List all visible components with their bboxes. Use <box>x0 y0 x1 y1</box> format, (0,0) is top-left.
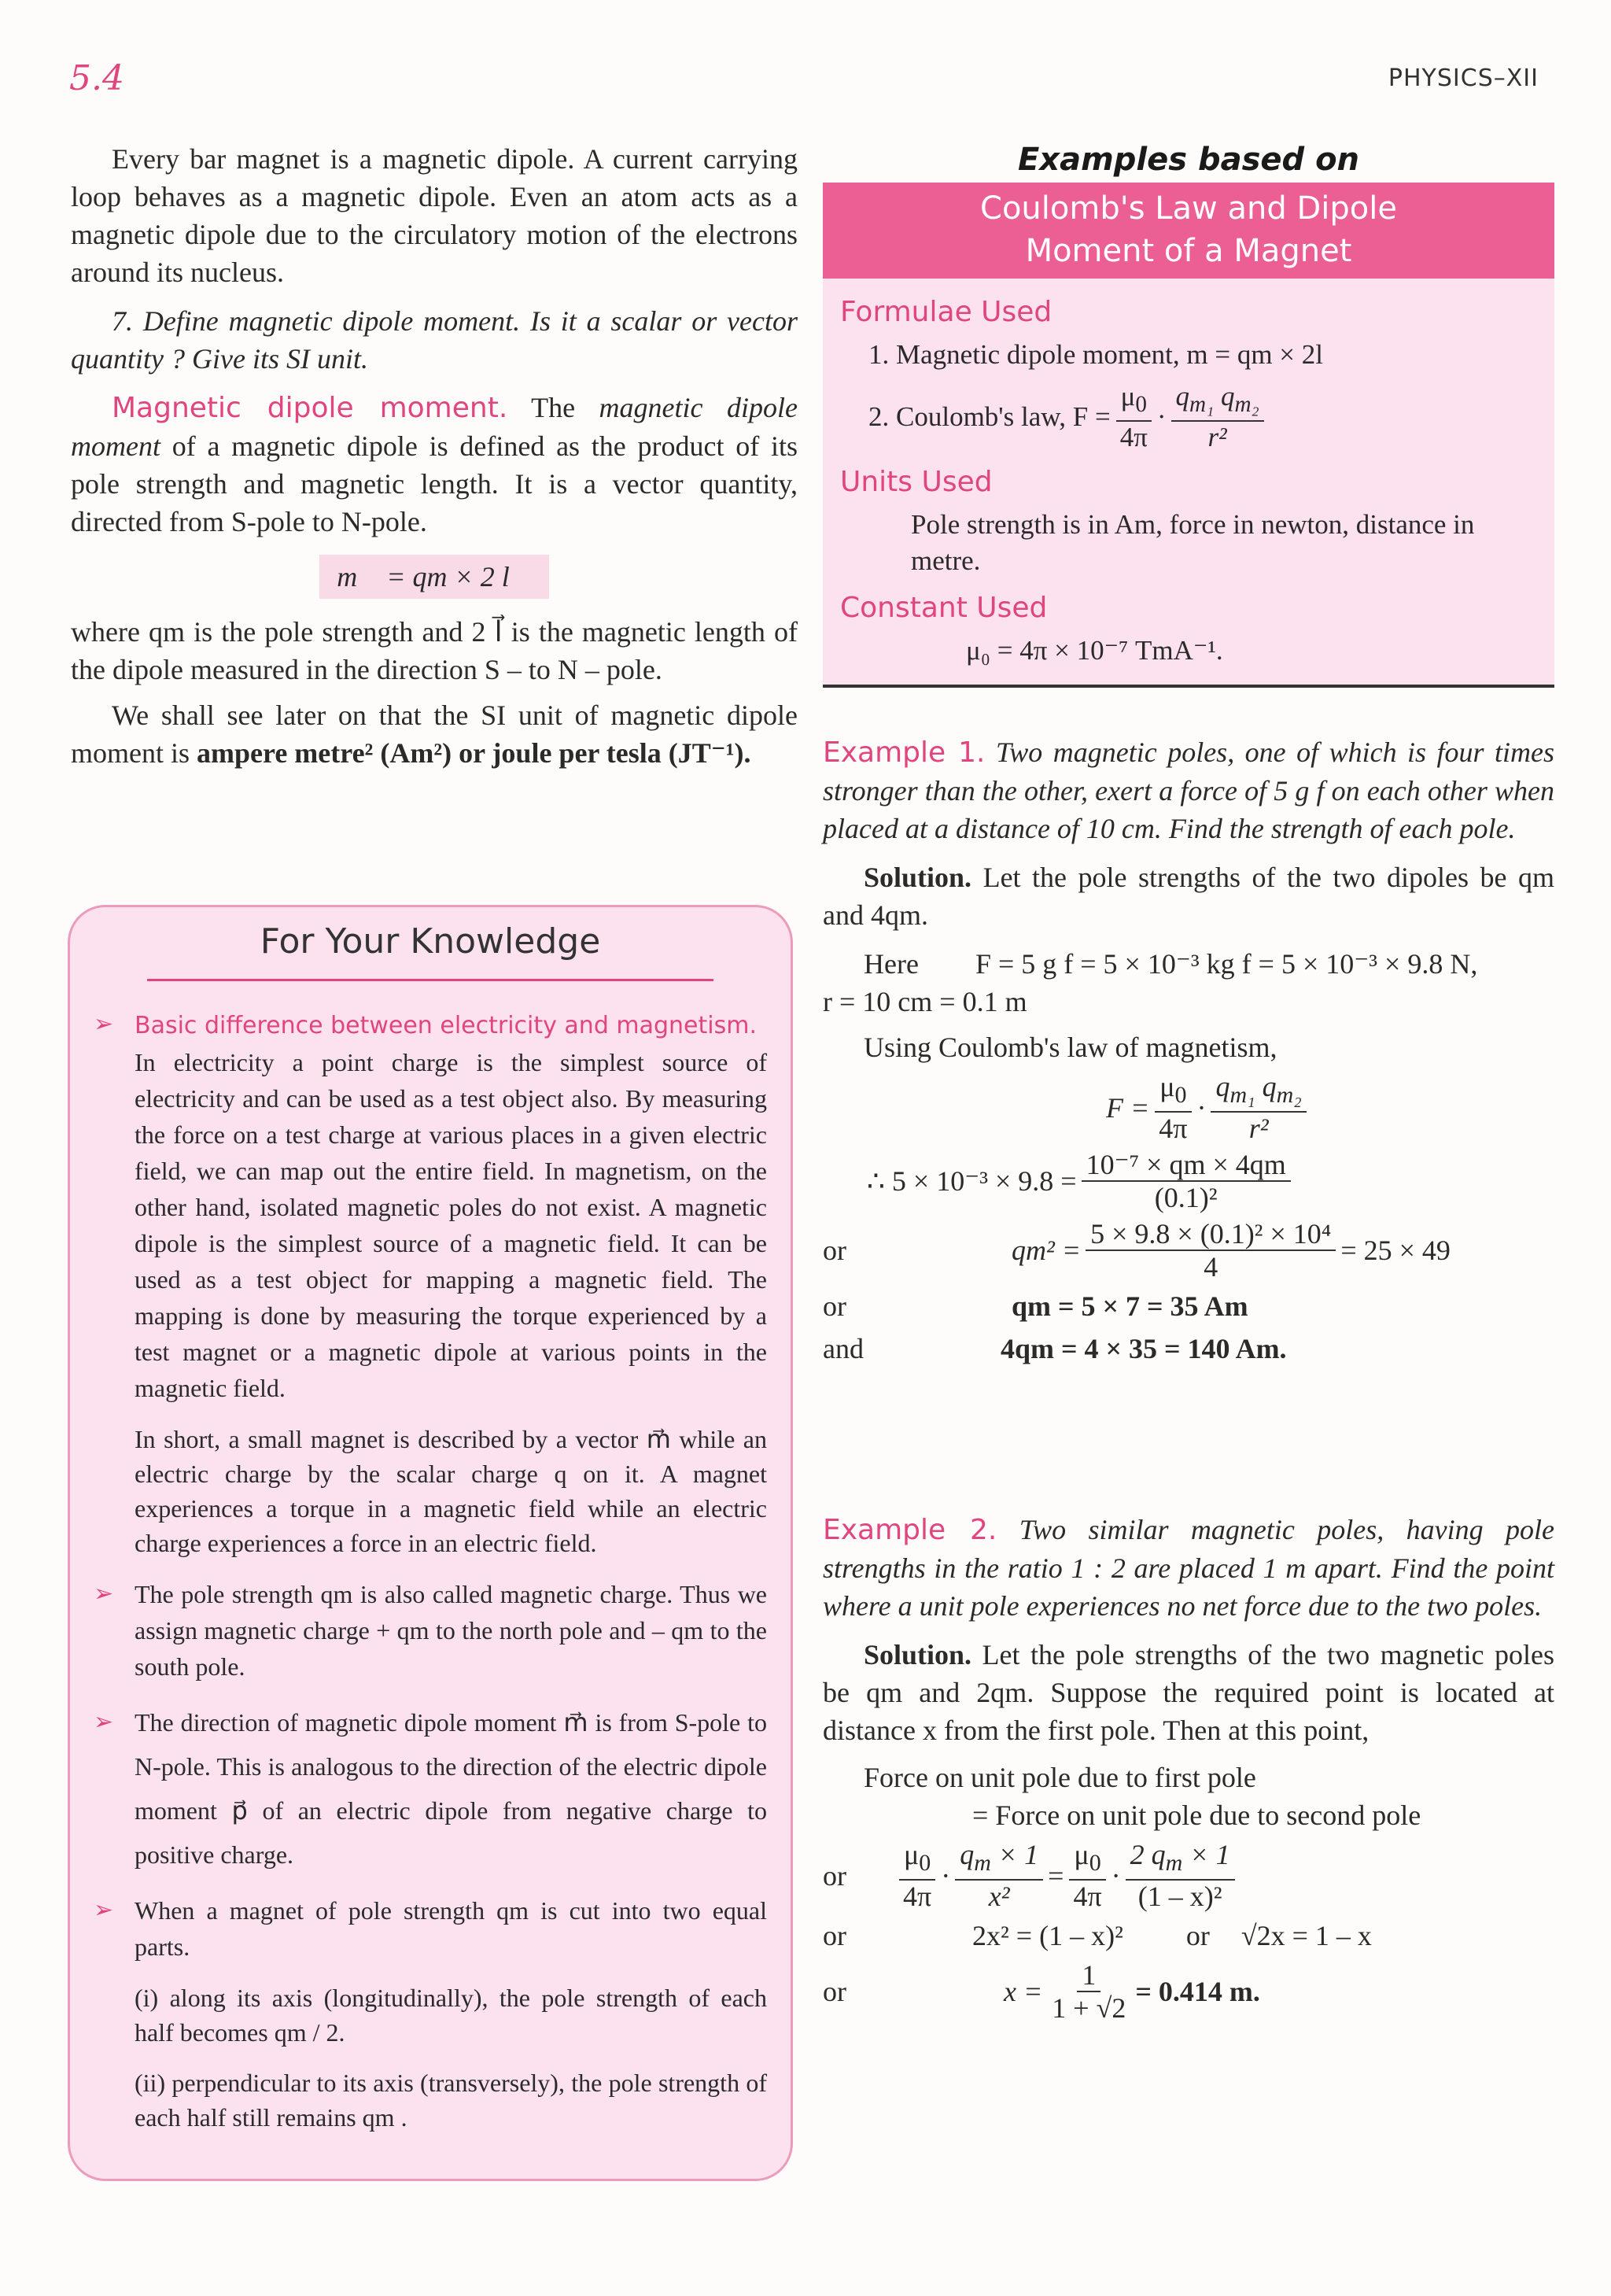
units-heading: Units Used <box>840 466 993 498</box>
formula-1: 1. Magnetic dipole moment, m = qm × 2l <box>868 339 1324 370</box>
knowledge-item-1-summary: In short, a small magnet is described by a vector m⃗ while an electric charge by the scalar charge q on it. A magnet experiences a torque in a magnetic field while an electric charge experiences a force in an electric field. <box>135 1425 767 1557</box>
formula-2: 2. Coulomb's law, F = $\frac{\mu_0}{4\pi}$ · $\frac{q_{m_1} q_{m_2}}{\text{r²}}$ <box>868 381 1537 453</box>
units-text: Pole strength is in Am, force in newton, distance in metre. <box>911 509 1475 576</box>
constant-text: μ₀ = 4π × 10⁻⁷ TmA⁻¹. <box>966 635 1223 666</box>
knowledge-title: For Your Knowledge <box>260 921 601 962</box>
knowledge-item-2: ➢ The pole strength qm is also called magnetic charge. Thus we assign magnetic charge + qm to the north pole and – qm to the south pole. <box>94 1576 767 1685</box>
left-column <box>71 140 798 772</box>
definition-term: Magnetic dipole moment. <box>112 392 508 424</box>
example-1-coulomb-equation: F = $\frac{\mu_0}{4\pi}$ · $\frac{q_{m_1} q_{m_2}}{\text{r²}}$ <box>823 1071 1554 1144</box>
where-paragraph: where qm is the pole strength and 2 l⃗ is the magnetic length of the dipole measured in the direction S – to N – pole. <box>71 616 798 685</box>
example-2-force-1: Force on unit pole due to first pole <box>864 1762 1256 1793</box>
si-unit-paragraph: We shall see later on that the SI unit of magnetic dipole moment is ampere metre² (Am²) or joule per tesla (JT⁻¹). <box>71 700 798 769</box>
for-your-knowledge-box <box>68 905 793 2181</box>
example-2-equation-1: or $\frac{\mu_0}{4\pi}$ · $\frac{q_m \times 1}{\text{x²}}$ = $\frac{\mu_0}{4\pi}$ · $\frac{2 q_m \times 1}{\text{(1 – x)²}}$ <box>823 1839 1554 1912</box>
bullet-arrow-icon: ➢ <box>94 1580 114 1608</box>
example-1 <box>823 733 1554 1372</box>
constant-heading: Constant Used <box>840 592 1048 624</box>
bullet-arrow-icon: ➢ <box>94 1708 114 1736</box>
definition-paragraph: Magnetic dipole moment. The magnetic dipole moment of a magnetic dipole is defined as the product of its pole strength and magnetic length. It is a vector quantity, directed from S-pole to N-pole. <box>71 392 798 537</box>
examples-box-body <box>823 279 1554 688</box>
example-2-force-2: = Force on unit pole due to second pole <box>972 1800 1421 1831</box>
examples-header-box <box>823 142 1554 688</box>
examples-heading: Examples based on <box>1017 142 1360 178</box>
example-2-equation-2: or 2x² = (1 – x)² or √2x = 1 – x <box>823 1920 1372 1952</box>
example-1-qm-result: or qm = 5 × 7 = 35 Am <box>823 1290 1248 1323</box>
example-2-equation-3: or x = $\frac{1}{1 + √2}$ = 0.414 m. <box>823 1959 1260 2025</box>
example-1-distance: r = 10 cm = 0.1 m <box>823 986 1027 1017</box>
example-2-question: Example 2. Two similar magnetic poles, having pole strengths in the ratio 1 : 2 are placed 1 m apart. Find the point where a unit pole experiences no net force due to the two poles. <box>823 1514 1555 1622</box>
example-1-substitution: ∴ 5 × 10⁻³ × 9.8 = $\frac{\text{10⁻⁷ × qm × 4qm}}{\text{(0.1)²}}$ <box>823 1149 1554 1213</box>
intro-paragraph: Every bar magnet is a magnetic dipole. A current carrying loop behaves as a magnetic dipole. Even an atom acts as a magnetic dipole due to the circulatory motion of the electrons around its nucleus. <box>71 143 798 288</box>
knowledge-item-4-i: (i) along its axis (longitudinally), the pole strength of each half becomes qm / 2. <box>135 1984 767 2047</box>
examples-topic-band: Coulomb's Law and Dipole Moment of a Magnet <box>823 183 1554 279</box>
knowledge-item-4: ➢ When a magnet of pole strength qm is cut into two equal parts. <box>94 1892 767 1965</box>
knowledge-item-4-ii: (ii) perpendicular to its axis (transversely), the pole strength of each half still remains qm . <box>135 2069 767 2132</box>
example-2-solution: Solution. Let the pole strengths of the two magnetic poles be qm and 2qm. Suppose the required point is located at distance x from the first pole. Then at this point, <box>823 1639 1555 1746</box>
example-1-4qm-result: and 4qm = 4 × 35 = 140 Am. <box>823 1333 1287 1365</box>
example-1-given: Here F = 5 g f = 5 × 10⁻³ kg f = 5 × 10⁻³ × 9.8 N, <box>864 948 1478 980</box>
question-7: 7. Define magnetic dipole moment. Is it a scalar or vector quantity ? Give its SI unit. <box>71 305 798 375</box>
example-1-qm-squared: or qm² = $\frac{\text{5 × 9.8 × (0.1)² × 10⁴}}{4}$ = 25 × 49 <box>823 1218 1451 1283</box>
bullet-arrow-icon: ➢ <box>94 1010 114 1038</box>
knowledge-item-3: ➢ The direction of magnetic dipole moment m⃗ is from S-pole to N-pole. This is analogous to the direction of the electric dipole moment p⃗ of an electric dipole from negative charge to positive charge. <box>94 1700 767 1877</box>
knowledge-item-1: ➢ Basic difference between electricity and magnetism. In electricity a point charge is the simplest source of electricity and can be used as a test object also. By measuring the force on a test charge at various places in a given electric field, we can map out the entire field. In magnetism, on the other hand, isolated magnetic poles do not exist. A magnetic dipole is the simplest source of a magnetic field. It can be used as a test object for mapping a magnetic field. The mapping is done by measuring the torque experienced by a test magnet or a magnetic dipole at various points in the magnetic field. <box>94 1006 767 1406</box>
example-2 <box>823 1511 1554 2028</box>
formulae-heading: Formulae Used <box>840 296 1052 328</box>
bullet-arrow-icon: ➢ <box>94 1896 114 1924</box>
example-1-solution: Solution. Let the pole strengths of the two dipoles be qm and 4qm. <box>823 862 1554 931</box>
definition-italic: magnetic dipole moment <box>71 392 798 462</box>
knowledge-title-rule <box>147 979 713 981</box>
example-1-using: Using Coulomb's law of magnetism, <box>864 1032 1277 1063</box>
formulae-list <box>840 337 1537 453</box>
example-1-question: Example 1. Two magnetic poles, one of which is four times stronger than the other, exert a force of 5 g f on each other when placed at a distance of 10 cm. Find the strength of each pole. <box>823 736 1555 844</box>
dipole-moment-equation: m⃗ = qm × 2 l⃗ <box>71 555 798 599</box>
page-number: 5.4 <box>69 58 124 98</box>
running-head: PHYSICS–XII <box>1388 65 1539 92</box>
